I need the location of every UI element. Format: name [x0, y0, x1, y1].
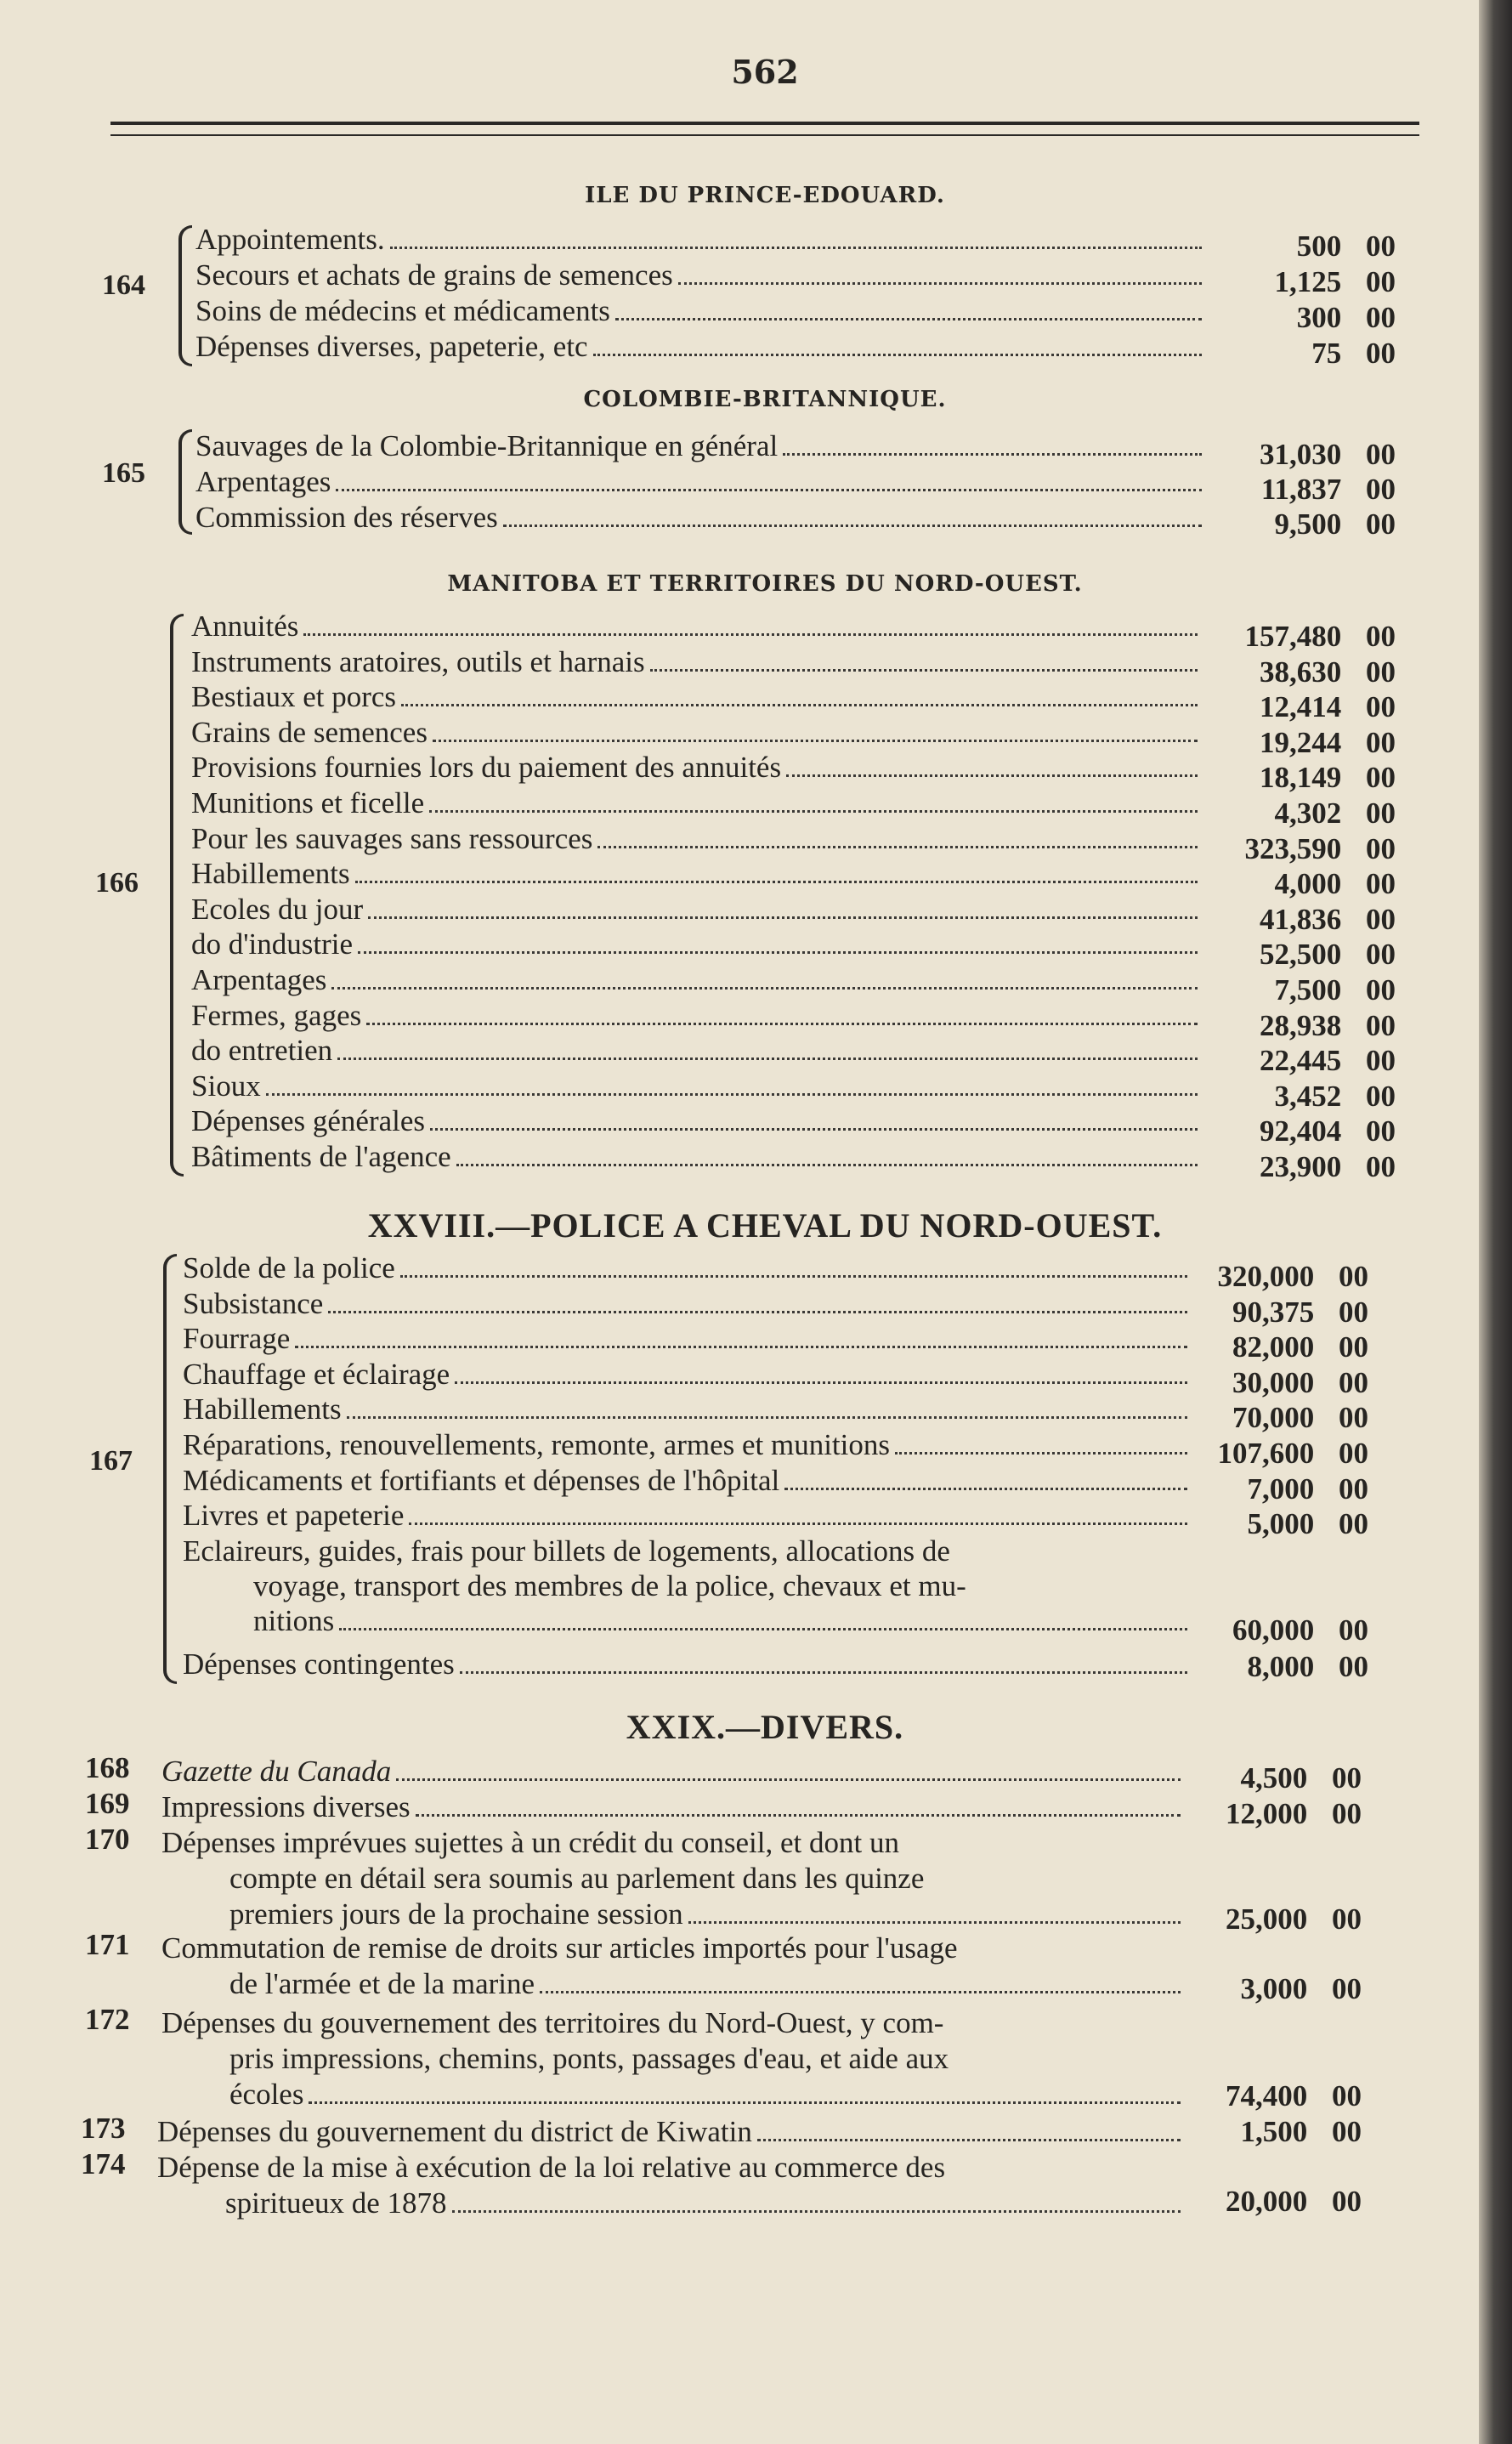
line-amount: 323,590 00: [1244, 831, 1396, 865]
line-amount: 1,500 00: [1240, 2115, 1362, 2148]
line-item: Dépenses générales: [191, 1104, 1203, 1138]
line-amount: 30,000 00: [1232, 1365, 1368, 1399]
item-line-2: compte en détail sera soumis au parlement dans les quinze: [229, 1862, 925, 1895]
line-item: Instruments aratoires, outils et harnais: [191, 645, 1203, 679]
line-item: Bestiaux et porcs: [191, 680, 1203, 714]
section-title-bc: COLOMBIE-BRITANNIQUE.: [583, 387, 947, 412]
line-item: Sioux: [191, 1069, 1203, 1103]
line-item: Annuités: [191, 610, 1203, 644]
line-item: Bâtiments de l'agence: [191, 1140, 1203, 1174]
line-item: Grains de semences: [191, 716, 1203, 750]
line-amount: 12,414 00: [1260, 690, 1396, 724]
item-number: 171: [85, 1928, 130, 1961]
item-number: 170: [85, 1823, 130, 1856]
line-amount: 3,000 00: [1240, 1972, 1362, 2005]
line-item: Pour les sauvages sans ressources: [191, 822, 1203, 856]
line-item: Ecoles du jour: [191, 893, 1203, 927]
line-amount: 18,149 00: [1260, 761, 1396, 795]
line-amount: 3,452 00: [1274, 1079, 1396, 1113]
line-item: de l'armée et de la marine: [229, 1967, 1186, 2001]
line-amount: 8,000 00: [1247, 1650, 1368, 1683]
line-item: Commission des réserves: [195, 501, 1207, 535]
brace-166: [170, 614, 184, 1177]
line-amount: 38,630 00: [1260, 655, 1396, 689]
line-item: Secours et achats de grains de semences: [195, 258, 1207, 292]
line-amount: 28,938 00: [1260, 1008, 1396, 1042]
vote-number-164: 164: [102, 269, 145, 301]
line-item: Dépenses contingentes: [183, 1647, 1192, 1681]
line-amount: 4,500 00: [1240, 1761, 1362, 1795]
line-amount: 52,500 00: [1260, 938, 1396, 972]
line-item: Appointements.: [195, 223, 1207, 257]
section-title-police: XXVIII.—POLICE A CHEVAL DU NORD-OUEST.: [367, 1206, 1163, 1245]
line-amount: 320,000 00: [1217, 1260, 1368, 1293]
line-amount: 4,302 00: [1274, 797, 1396, 830]
brace-167: [163, 1254, 177, 1684]
line-item: nitions: [253, 1604, 1192, 1638]
line-item: Provisions fournies lors du paiement des annuités: [191, 751, 1203, 785]
line-amount: 92,404 00: [1260, 1114, 1396, 1148]
vote-number-167: 167: [89, 1445, 133, 1477]
page-number: 562: [731, 53, 799, 91]
vote-number-166: 166: [95, 867, 139, 899]
item-line-1: Dépenses imprévues sujettes à un crédit du conseil, et dont un: [161, 1826, 899, 1859]
line-item: Fourrage: [183, 1322, 1192, 1356]
line-amount: 25,000 00: [1226, 1902, 1362, 1936]
line-item: Habillements: [191, 857, 1203, 891]
line-amount: 500 00: [1296, 230, 1396, 263]
line-item: Médicaments et fortifiants et dépenses de l'hôpital: [183, 1464, 1192, 1498]
item-number: 169: [85, 1787, 130, 1820]
line-item: Fermes, gages: [191, 999, 1203, 1033]
line-amount: 74,400 00: [1226, 2079, 1362, 2112]
section-title-divers: XXIX.—DIVERS.: [626, 1708, 904, 1746]
line-amount: 90,375 00: [1232, 1295, 1368, 1329]
line-amount: 4,000 00: [1274, 867, 1396, 901]
line-item: Réparations, renouvellements, remonte, armes et munitions: [183, 1428, 1192, 1462]
item-number: 173: [81, 2112, 126, 2145]
book-spine-shadow: [1479, 0, 1512, 2444]
line-item: Soins de médecins et médicaments: [195, 294, 1207, 328]
item-line-2: pris impressions, chemins, ponts, passages d'eau, et aide aux: [229, 2042, 949, 2075]
line-item: Sauvages de la Colombie-Britannique en général: [195, 429, 1207, 463]
section-title-pei: ILE DU PRINCE-EDOUARD.: [585, 183, 945, 208]
line-amount: 12,000 00: [1226, 1797, 1362, 1830]
line-amount: 11,837 00: [1260, 473, 1396, 506]
line-item: Subsistance: [183, 1287, 1192, 1321]
line-amount: 157,480 00: [1244, 620, 1396, 653]
line-amount: 75 00: [1311, 337, 1396, 370]
line-item: Chauffage et éclairage: [183, 1358, 1192, 1392]
line-item: Arpentages: [195, 465, 1207, 499]
line-amount: 300 00: [1296, 301, 1396, 334]
line-item: Solde de la police: [183, 1251, 1192, 1285]
line-item: écoles: [229, 2078, 1186, 2112]
brace-164: [178, 225, 192, 366]
line-amount: 19,244 00: [1260, 725, 1396, 759]
item-number: 168: [85, 1751, 130, 1784]
item-line-1: Commutation de remise de droits sur articles importés pour l'usage: [161, 1931, 958, 1965]
line-item: Habillements: [183, 1392, 1192, 1426]
brace-165: [178, 429, 192, 535]
line-item: Dépenses du gouvernement du district de Kiwatin: [157, 2115, 1186, 2149]
item-number: 174: [81, 2147, 126, 2180]
line-amount: 7,500 00: [1274, 973, 1396, 1007]
line-amount: 9,500 00: [1274, 508, 1396, 541]
line-amount: 1,125 00: [1274, 265, 1396, 298]
line-amount: 5,000 00: [1247, 1507, 1368, 1541]
section-title-manitoba: MANITOBA ET TERRITOIRES DU NORD-OUEST.: [447, 571, 1083, 597]
line-item: spiritueux de 1878: [225, 2186, 1186, 2220]
eclaireurs-line-2: voyage, transport des membres de la police, chevaux et mu-: [253, 1569, 966, 1602]
item-line-1: Dépense de la mise à exécution de la loi relative au commerce des: [157, 2151, 946, 2184]
line-amount: 31,030 00: [1260, 438, 1396, 471]
line-amount: 60,000 00: [1232, 1613, 1368, 1647]
line-item: do d'industrie: [191, 927, 1203, 961]
line-amount: 20,000 00: [1226, 2185, 1362, 2218]
vote-number-165: 165: [102, 457, 145, 489]
line-item: Dépenses diverses, papeterie, etc: [195, 330, 1207, 364]
line-item: Livres et papeterie: [183, 1499, 1192, 1533]
item-line-1: Dépenses du gouvernement des territoires du Nord-Ouest, y com-: [161, 2006, 944, 2039]
line-amount: 7,000 00: [1247, 1472, 1368, 1506]
line-item: premiers jours de la prochaine session: [229, 1897, 1186, 1931]
line-item: Munitions et ficelle: [191, 786, 1203, 820]
line-amount: 22,445 00: [1260, 1044, 1396, 1078]
line-amount: 23,900 00: [1260, 1150, 1396, 1183]
header-rule-thin: [110, 134, 1419, 136]
header-rule-thick: [110, 122, 1419, 125]
line-item: Impressions diverses: [161, 1790, 1186, 1824]
line-item: Gazette du Canada: [161, 1755, 1186, 1789]
line-item: Arpentages: [191, 963, 1203, 997]
item-number: 172: [85, 2003, 130, 2036]
line-amount: 82,000 00: [1232, 1330, 1368, 1364]
line-amount: 107,600 00: [1217, 1437, 1368, 1470]
line-amount: 70,000 00: [1232, 1401, 1368, 1435]
line-item: do entretien: [191, 1034, 1203, 1068]
eclaireurs-line-1: Eclaireurs, guides, frais pour billets de logements, allocations de: [183, 1534, 950, 1568]
line-amount: 41,836 00: [1260, 902, 1396, 936]
